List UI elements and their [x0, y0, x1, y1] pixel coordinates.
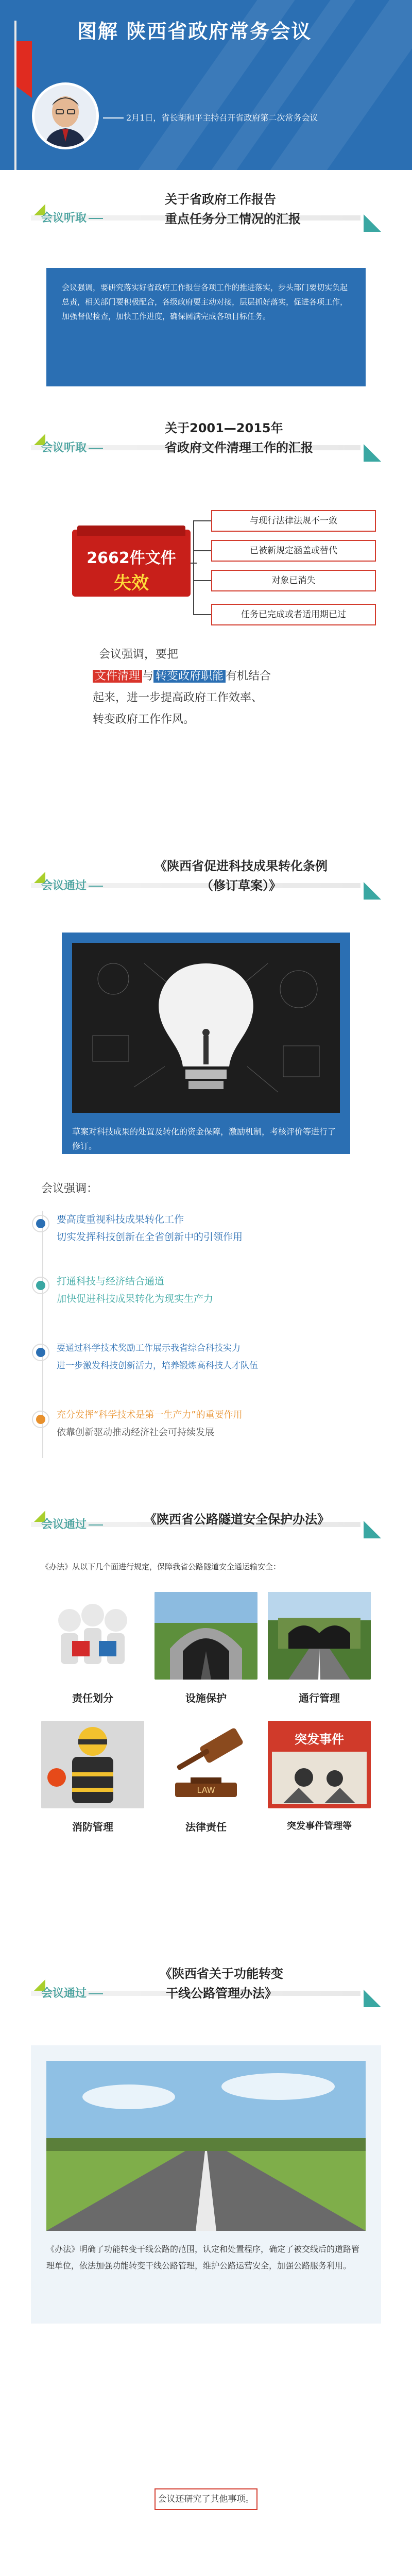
reason-item: 任务已完成或者适用期已过 [211, 604, 376, 625]
section-title-line: （修订草案）》 [201, 878, 281, 893]
section-heading-3 [31, 845, 381, 922]
summary-box: 会议强调，要研究落实好省政府工作报告各项工作的推进落实，步头部门要切实负起总责，相关部门要积极配合，各级政府要主动对接，层层抓好落实，促进各项工作，加强督促检查，加快工作进度，确保圆满完成各项目标任务。 [46, 268, 366, 386]
section-heading-5 [31, 1953, 381, 2030]
section-tag-label: 会议听取 [41, 442, 87, 454]
section-tag-label: 会议通过 [41, 1518, 87, 1531]
para-line: 转变政府工作作风。 [93, 713, 195, 726]
emergency-icon [268, 1721, 371, 1808]
flag-pole [14, 21, 16, 170]
section-title [160, 1964, 283, 2003]
section5-body: 《办法》明确了功能转变干线公路的范围，认定和处置程序，确定了被交线后的道路管理单位，依法加强功能转变干线公路管理，维护公路运营安全，加强公路服务利用。 [46, 2244, 360, 2270]
triangle-icon [364, 882, 381, 900]
icon-caption: 法律责任 [185, 1821, 227, 1833]
point-line: 要通过科学技术奖励工作展示我省综合科技实力 [57, 1343, 241, 1353]
point-line: 充分发挥“科学技术是第一生产力”的重要作用 [57, 1410, 243, 1420]
tunnel-icon [154, 1592, 258, 1680]
para-text: 与 [142, 670, 154, 683]
section-heading-4 [31, 1494, 381, 1551]
point-line: 依靠创新驱动推动经济社会可持续发展 [57, 1427, 214, 1438]
connector-line [191, 563, 197, 564]
section-title-line: 重点任务分工情况的汇报 [165, 212, 301, 226]
section-title-line: 省政府文件清理工作的汇报 [165, 440, 313, 455]
section-tag-label: 会议通过 [41, 879, 87, 892]
point-line: 进一步激发科技创新活力，培养锻炼高科技人才队伍 [57, 1361, 258, 1371]
para-line: 起来，进一步提高政府工作效率、 [93, 691, 263, 704]
icon-card [41, 1721, 144, 1834]
section-tag [41, 1985, 103, 2001]
emphasis-paragraph [93, 644, 360, 731]
section-title-line: 《陕西省促进科技成果转化条例 [154, 859, 328, 873]
connector-line [194, 520, 211, 521]
section-title-line: 关于省政府工作报告 [165, 192, 276, 207]
header-subtitle: 2月1日，省长胡和平主持召开省政府第二次常务会议 [126, 113, 318, 123]
icon-caption: 突发事件管理等 [287, 1821, 352, 1832]
section-tag-label: 会议听取 [41, 212, 87, 225]
gavel-icon [154, 1721, 258, 1808]
section-tag [41, 439, 103, 455]
reason-item: 已被新规定涵盖或替代 [211, 540, 376, 562]
section-title [165, 190, 301, 229]
avatar [32, 82, 99, 149]
triangle-icon [364, 1521, 381, 1538]
icon-caption: 通行管理 [299, 1692, 340, 1704]
connector-line [193, 520, 194, 615]
subtitle-dash [103, 117, 124, 118]
section-tag [41, 1516, 103, 1532]
section-tag [41, 877, 103, 893]
section-heading-1 [31, 185, 381, 252]
expired-files-box [72, 530, 191, 597]
flag-icon [16, 41, 32, 98]
bulb-image-box [62, 933, 350, 1154]
icon-card [268, 1592, 371, 1705]
point-card [57, 1406, 386, 1442]
emphasis-intro: 会议强调： [41, 1182, 98, 1195]
closing-note: 会议还研究了其他事项。 [154, 2488, 258, 2510]
section-title-line: 干线公路管理办法》 [166, 1986, 277, 2001]
para-line: 会议强调，要把 [99, 648, 179, 661]
law-sign-text: LAW [197, 1785, 215, 1795]
highlight-text: 文件清理 [93, 670, 142, 683]
point-line: 打通科技与经济结合通道 [57, 1276, 165, 1287]
icon-caption: 设施保护 [185, 1692, 227, 1704]
triangle-icon [364, 1990, 381, 2007]
dot-icon [36, 1415, 45, 1424]
icon-caption: 消防管理 [72, 1821, 113, 1833]
connector-line [194, 580, 211, 581]
section-title-line: 《陕西省关于功能转变 [160, 1967, 283, 1981]
section-title-line: 关于2001—2015年 [165, 421, 283, 435]
emergency-sign-text: 突发事件 [295, 1732, 344, 1747]
icon-card [268, 1721, 371, 1832]
highlight-text: 转变政府职能 [153, 670, 226, 683]
dot-icon [36, 1281, 45, 1290]
dot-icon [36, 1219, 45, 1228]
portrait-icon [35, 85, 96, 147]
header-banner [0, 0, 412, 170]
section-tag [41, 209, 103, 225]
dot-icon [36, 1348, 45, 1357]
icon-caption: 责任划分 [72, 1692, 113, 1704]
point-line: 切实发挥科技创新在全省创新中的引领作用 [57, 1231, 243, 1243]
file-count: 2662件文件 [87, 549, 176, 567]
page-title: 图解 陕西省政府常务会议 [77, 20, 312, 43]
reason-item: 与现行法律法规不一致 [211, 510, 376, 532]
road-image-box [31, 2045, 381, 2324]
section4-intro: 《办法》从以下几个面进行规定，保障我省公路隧道安全通运输安全： [41, 1562, 281, 1571]
expired-label: 失效 [114, 573, 149, 594]
reason-item: 对象已消失 [211, 570, 376, 591]
para-line [93, 666, 360, 687]
point-line: 要高度重视科技成果转化工作 [57, 1214, 184, 1225]
connector-line [194, 550, 211, 551]
section-title: 《陕西省公路隧道安全保护办法》 [144, 1512, 330, 1527]
section-title [154, 856, 328, 895]
point-card [57, 1273, 386, 1308]
bulb-caption: 草案对科技成果的处置及转化的资金保障，激励机制，考核评价等进行了修订。 [72, 1127, 336, 1151]
section-title [165, 418, 313, 457]
folder-tab [77, 526, 185, 536]
point-card [57, 1340, 386, 1375]
firefighter-icon [41, 1721, 144, 1808]
triangle-icon [364, 444, 381, 462]
road-icon [46, 2061, 366, 2231]
connector-line [194, 614, 211, 615]
people-puzzle-icon [41, 1592, 144, 1680]
section-tag-label: 会议通过 [41, 1987, 87, 2000]
lightbulb-icon [72, 943, 340, 1113]
icon-card [154, 1592, 258, 1705]
triangle-icon [364, 214, 381, 232]
tunnel-road-icon [268, 1592, 371, 1680]
point-card [57, 1211, 386, 1246]
icon-card [41, 1592, 144, 1705]
icon-card [154, 1721, 258, 1834]
point-line: 加快促进科技成果转化为现实生产力 [57, 1293, 214, 1304]
para-text: 有机结合 [226, 670, 271, 683]
section-heading-2 [31, 407, 381, 484]
